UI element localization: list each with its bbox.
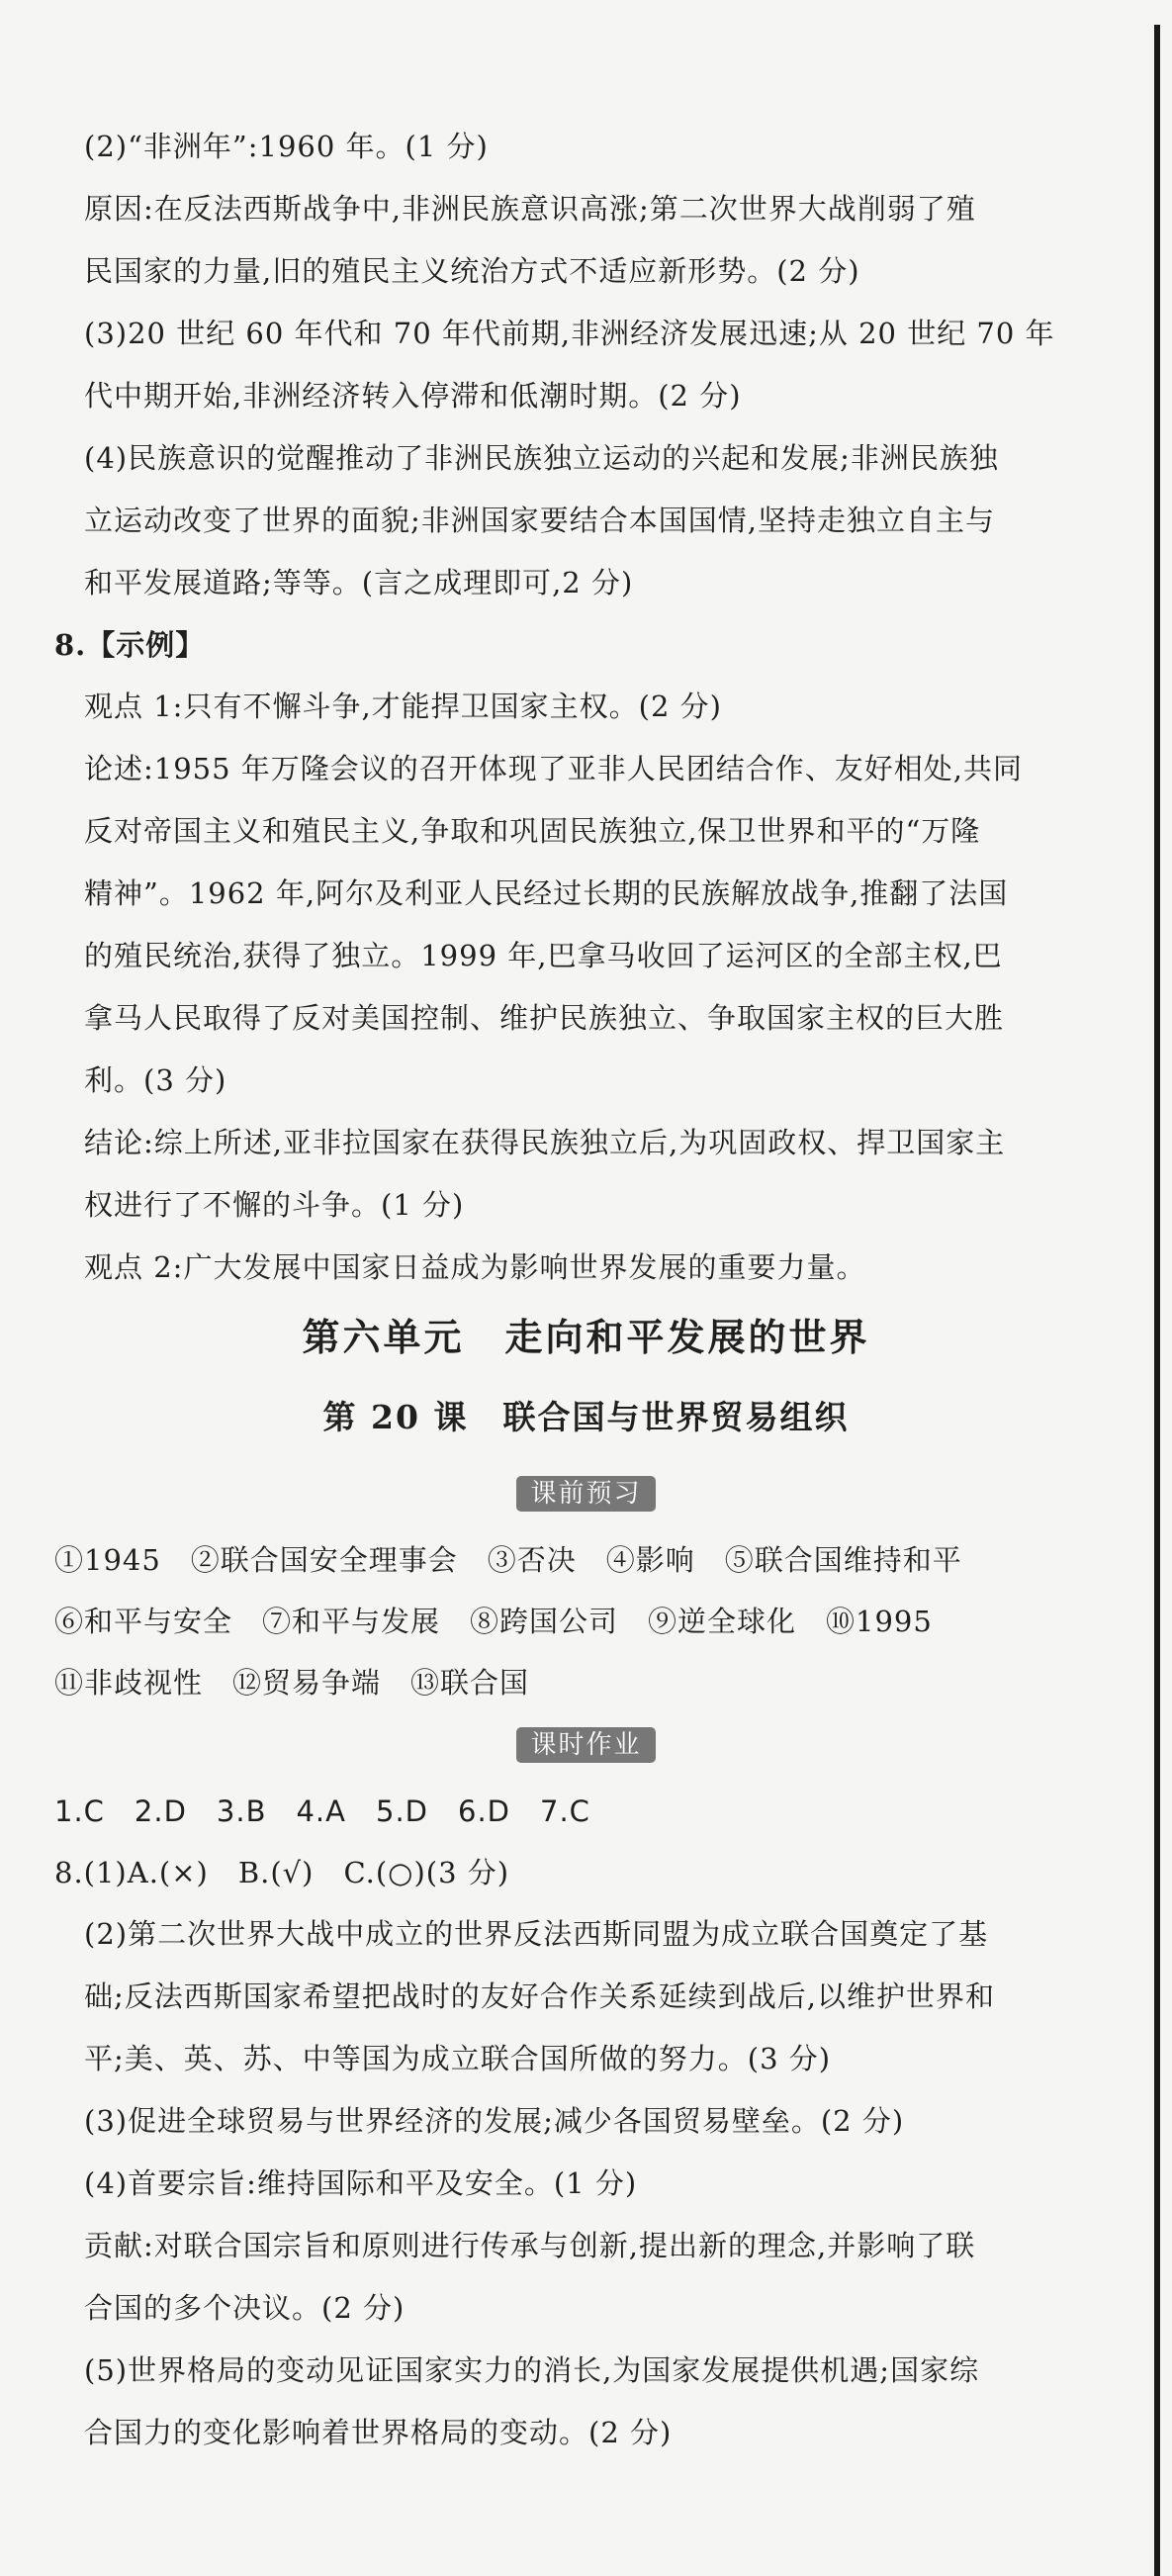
answer-line: (2)第二次世界大战中成立的世界反法西斯同盟为成立联合国奠定了基 bbox=[84, 1917, 989, 1951]
answer-line: 合国的多个决议。(2 分) bbox=[84, 2291, 406, 2325]
preview-answers-line: ⑥和平与安全 ⑦和平与发展 ⑧跨国公司 ⑨逆全球化 ⑩1995 bbox=[54, 1605, 933, 1638]
answer-line: (5)世界格局的变动见证国家实力的消长,为国家发展提供机遇;国家综 bbox=[84, 2353, 980, 2387]
answer-line: 原因:在反法西斯战争中,非洲民族意识高涨;第二次世界大战削弱了殖 bbox=[84, 192, 976, 226]
answer-line: (2)“非洲年”:1960 年。(1 分) bbox=[84, 130, 489, 163]
answer-line: 观点 1:只有不懈斗争,才能捍卫国家主权。(2 分) bbox=[84, 690, 722, 723]
answer-line: 平;美、英、苏、中等国为成立联合国所做的努力。(3 分) bbox=[84, 2042, 832, 2075]
answer-line: (4)首要宗旨:维持国际和平及安全。(1 分) bbox=[84, 2166, 638, 2200]
answer-line: 贡献:对联合国宗旨和原则进行传承与创新,提出新的理念,并影响了联 bbox=[84, 2229, 976, 2262]
answer-line: 合国力的变化影响着世界格局的变动。(2 分) bbox=[84, 2416, 673, 2449]
answer-line: (4)民族意识的觉醒推动了非洲民族独立运动的兴起和发展;非洲民族独 bbox=[84, 441, 999, 475]
answer-line: 论述:1955 年万隆会议的召开体现了亚非人民团结合作、友好相处,共同 bbox=[84, 752, 1024, 785]
answer-line: 反对帝国主义和殖民主义,争取和巩固民族独立,保卫世界和平的“万隆 bbox=[84, 814, 981, 848]
preview-tag-row bbox=[0, 1476, 1172, 1512]
homework-tag: 课时作业 bbox=[516, 1727, 655, 1763]
preview-answers-line: ①1945 ②联合国安全理事会 ③否决 ④影响 ⑤联合国维持和平 bbox=[54, 1543, 962, 1577]
preview-tag: 课前预习 bbox=[516, 1476, 655, 1512]
answer-line: 和平发展道路;等等。(言之成理即可,2 分) bbox=[84, 566, 634, 599]
answer-line: 利。(3 分) bbox=[84, 1063, 227, 1097]
question-8-label: 8.【示例】 bbox=[54, 628, 206, 662]
answer-line: 的殖民统治,获得了独立。1999 年,巴拿马收回了运河区的全部主权,巴 bbox=[84, 939, 1003, 972]
answer-line: 拿马人民取得了反对美国控制、维护民族独立、争取国家主权的巨大胜 bbox=[84, 1001, 1005, 1035]
answer-line: 立运动改变了世界的面貌;非洲国家要结合本国国情,坚持走独立自主与 bbox=[84, 504, 995, 537]
answer-line: 民国家的力量,旧的殖民主义统治方式不适应新形势。(2 分) bbox=[84, 254, 860, 288]
answer-line: 代中期开始,非洲经济转入停滞和低潮时期。(2 分) bbox=[84, 379, 742, 413]
unit-title: 第六单元 走向和平发展的世界 bbox=[302, 1315, 870, 1359]
answer-line: 观点 2:广大发展中国家日益成为影响世界发展的重要力量。 bbox=[84, 1250, 866, 1284]
multiple-choice-answers: 1.C 2.D 3.B 4.A 5.D 6.D 7.C bbox=[54, 1794, 590, 1828]
answer-line: 精神”。1962 年,阿尔及利亚人民经过长期的民族解放战争,推翻了法国 bbox=[84, 876, 1009, 910]
lesson-title: 第 20 课 联合国与世界贸易组织 bbox=[322, 1398, 850, 1436]
answer-line: 础;反法西斯国家希望把战时的友好合作关系延续到战后,以维护世界和 bbox=[84, 1979, 995, 2013]
answer-line: (3)促进全球贸易与世界经济的发展;减少各国贸易壁垒。(2 分) bbox=[84, 2104, 905, 2138]
page-edge-shadow bbox=[1154, 25, 1160, 2576]
answer-line: 结论:综上所述,亚非拉国家在获得民族独立后,为巩固政权、捍卫国家主 bbox=[84, 1126, 1006, 1159]
answer-line: (3)20 世纪 60 年代和 70 年代前期,非洲经济发展迅速;从 20 世纪 70 年 bbox=[84, 317, 1055, 350]
question-8-part-1: 8.(1)A.(×) B.(√) C.(○)(3 分) bbox=[54, 1856, 510, 1889]
preview-answers-line: ⑪非歧视性 ⑫贸易争端 ⑬联合国 bbox=[54, 1666, 530, 1700]
homework-tag-row bbox=[0, 1727, 1172, 1763]
answer-line: 权进行了不懈的斗争。(1 分) bbox=[84, 1188, 465, 1222]
